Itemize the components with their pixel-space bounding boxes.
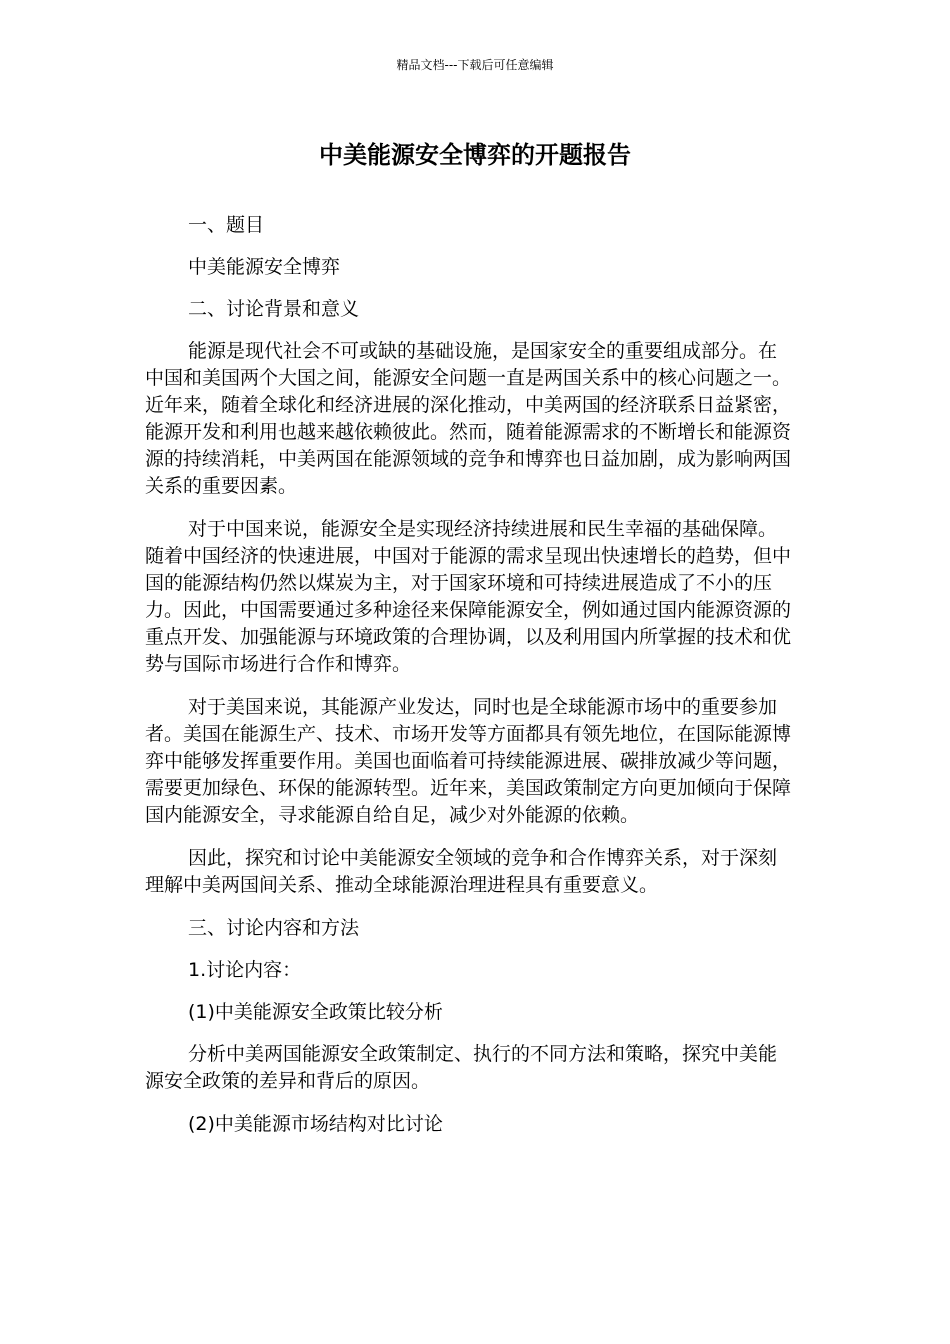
item1-heading: (1)中美能源安全政策比较分析: [188, 1001, 443, 1023]
china-paragraph: 对于中国来说，能源安全是实现经济持续进展和民生幸福的基础保障。随着中国经济的快速进展，中国对于能源的需求呈现出快速增长的趋势，但中国的能源结构仍然以煤炭为主，对于国家环境和可持续进展造成了不小的压力。因此，中国需要通过多种途径来保障能源安全，例如通过国内能源资源的重点开发、加强能源与环境政策的合理协调，以及利用国内所掌握的技术和优势与国际市场进行合作和博弈。: [145, 518, 792, 675]
topic-text: 中美能源安全博弈: [188, 256, 341, 278]
page-header: 精品文档---下载后可任意编辑: [396, 58, 554, 72]
item1-paragraph: 分析中美两国能源安全政策制定、执行的不同方法和策略，探究中美能源安全政策的差异和背后的原因。: [145, 1043, 778, 1092]
section-heading-background: 二、讨论背景和意义: [188, 298, 360, 320]
section-heading-content-method: 三、讨论内容和方法: [188, 917, 360, 939]
document-body: [145, 212, 795, 1153]
item2-heading: (2)中美能源市场结构对比讨论: [188, 1113, 443, 1135]
document-title: 中美能源安全博弈的开题报告: [319, 141, 631, 169]
content-heading: 1.讨论内容：: [188, 959, 302, 981]
usa-paragraph: 对于美国来说，其能源产业发达，同时也是全球能源市场中的重要参加者。美国在能源生产、技术、市场开发等方面都具有领先地位，在国际能源博弈中能够发挥重要作用。美国也面临着可持续能源进展、碳排放减少等问题，需要更加绿色、环保的能源转型。近年来，美国政策制定方向更加倾向于保障国内能源安全，寻求能源自给自足，减少对外能源的依赖。: [145, 696, 792, 826]
background-paragraph: 能源是现代社会不可或缺的基础设施，是国家安全的重要组成部分。在中国和美国两个大国之间，能源安全问题一直是两国关系中的核心问题之一。近年来，随着全球化和经济进展的深化推动，中美两国的经济联系日益紧密，能源开发和利用也越来越依赖彼此。然而，随着能源需求的不断增长和能源资源的持续消耗，中美两国在能源领域的竞争和博弈也日益加剧，成为影响两国关系的重要因素。: [145, 340, 792, 497]
section-heading-topic: 一、题目: [188, 214, 265, 236]
significance-paragraph: 因此，探究和讨论中美能源安全领域的竞争和合作博弈关系，对于深刻理解中美两国间关系、推动全球能源治理进程具有重要意义。: [145, 847, 778, 896]
